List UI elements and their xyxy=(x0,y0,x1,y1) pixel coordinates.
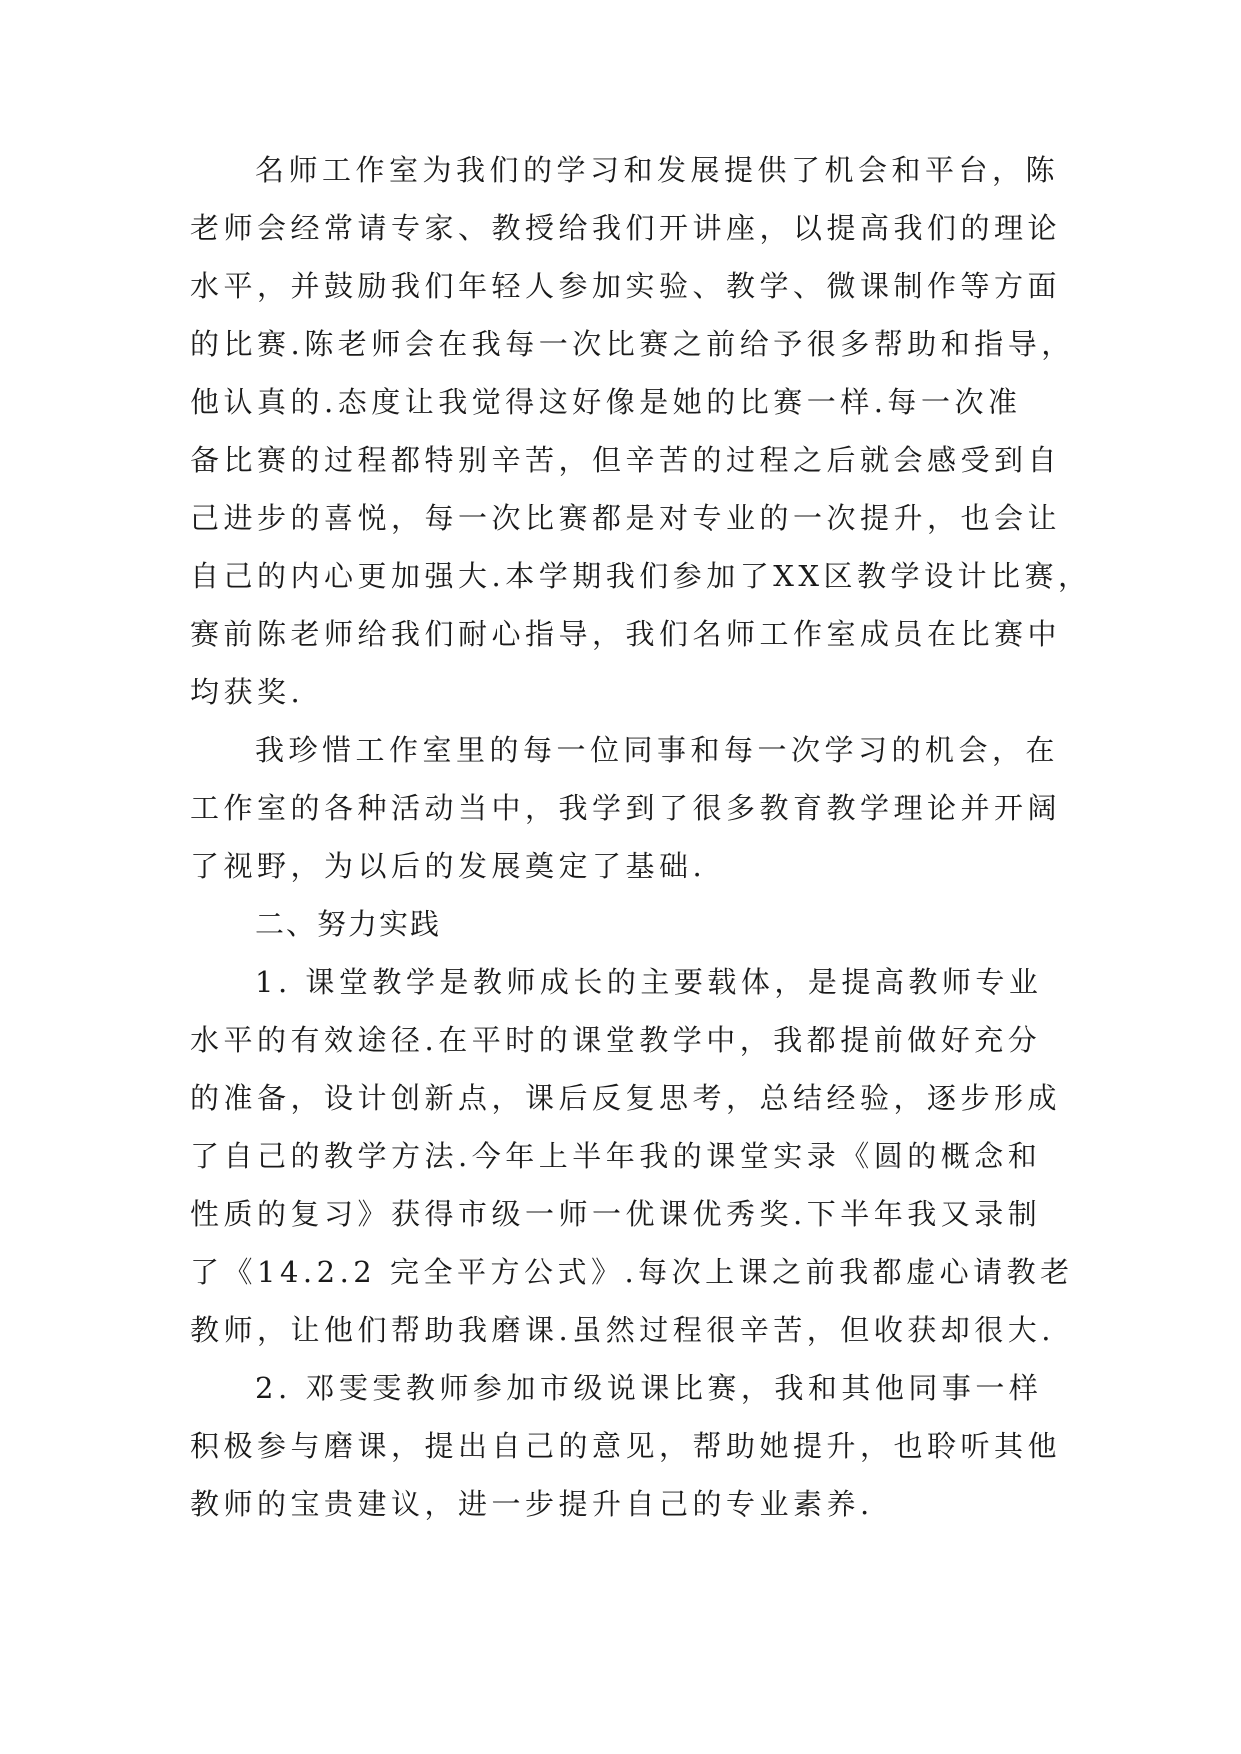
paragraph-line: 名师工作室为我们的学习和发展提供了机会和平台，陈 xyxy=(255,153,1060,187)
paragraph-line: 工作室的各种活动当中，我学到了很多教育教学理论并开阔 xyxy=(190,791,1062,825)
paragraph-line: 性质的复习》获得市级一师一优课优秀奖.下半年我又录制 xyxy=(190,1197,1042,1231)
paragraph-line: 1. 课堂教学是教师成长的主要载体，是提高教师专业 xyxy=(255,965,1043,999)
paragraph-line: 他认真的.态度让我觉得这好像是她的比赛一样.每一次准 xyxy=(190,385,1022,419)
paragraph-line: 水平的有效途径.在平时的课堂教学中，我都提前做好充分 xyxy=(190,1023,1042,1057)
paragraph-line: 水平，并鼓励我们年轻人参加实验、教学、微课制作等方面 xyxy=(190,269,1062,303)
paragraph-line: 积极参与磨课，提出自己的意见，帮助她提升，也聆听其他 xyxy=(190,1429,1062,1463)
paragraph-line: 均获奖. xyxy=(190,675,305,709)
paragraph-line: 的准备，设计创新点，课后反复思考，总结经验，逐步形成 xyxy=(190,1081,1062,1115)
paragraph-line: 我珍惜工作室里的每一位同事和每一次学习的机会，在 xyxy=(255,733,1060,767)
paragraph-line: 2. 邓雯雯教师参加市级说课比赛，我和其他同事一样 xyxy=(255,1371,1043,1405)
paragraph-line: 自己的内心更加强大.本学期我们参加了XX区教学设计比赛， xyxy=(190,559,1092,593)
section-heading: 二、努力实践 xyxy=(255,907,442,941)
paragraph-line: 教师的宝贵建议，进一步提升自己的专业素养. xyxy=(190,1487,874,1521)
paragraph-line: 赛前陈老师给我们耐心指导，我们名师工作室成员在比赛中 xyxy=(190,617,1062,651)
paragraph-line: 了自己的教学方法.今年上半年我的课堂实录《圆的概念和 xyxy=(190,1139,1042,1173)
paragraph-line: 的比赛.陈老师会在我每一次比赛之前给予很多帮助和指导， xyxy=(190,327,1075,361)
paragraph-line: 了视野，为以后的发展奠定了基础. xyxy=(190,849,707,883)
paragraph-line: 了《14.2.2 完全平方公式》.每次上课之前我都虚心请教老 xyxy=(190,1255,1074,1289)
paragraph-line: 老师会经常请专家、教授给我们开讲座，以提高我们的理论 xyxy=(190,211,1062,245)
paragraph-line: 备比赛的过程都特别辛苦，但辛苦的过程之后就会感受到自 xyxy=(190,443,1062,477)
paragraph-line: 教师，让他们帮助我磨课.虽然过程很辛苦，但收获却很大. xyxy=(190,1313,1055,1347)
paragraph-line: 己进步的喜悦，每一次比赛都是对专业的一次提升，也会让 xyxy=(190,501,1062,535)
